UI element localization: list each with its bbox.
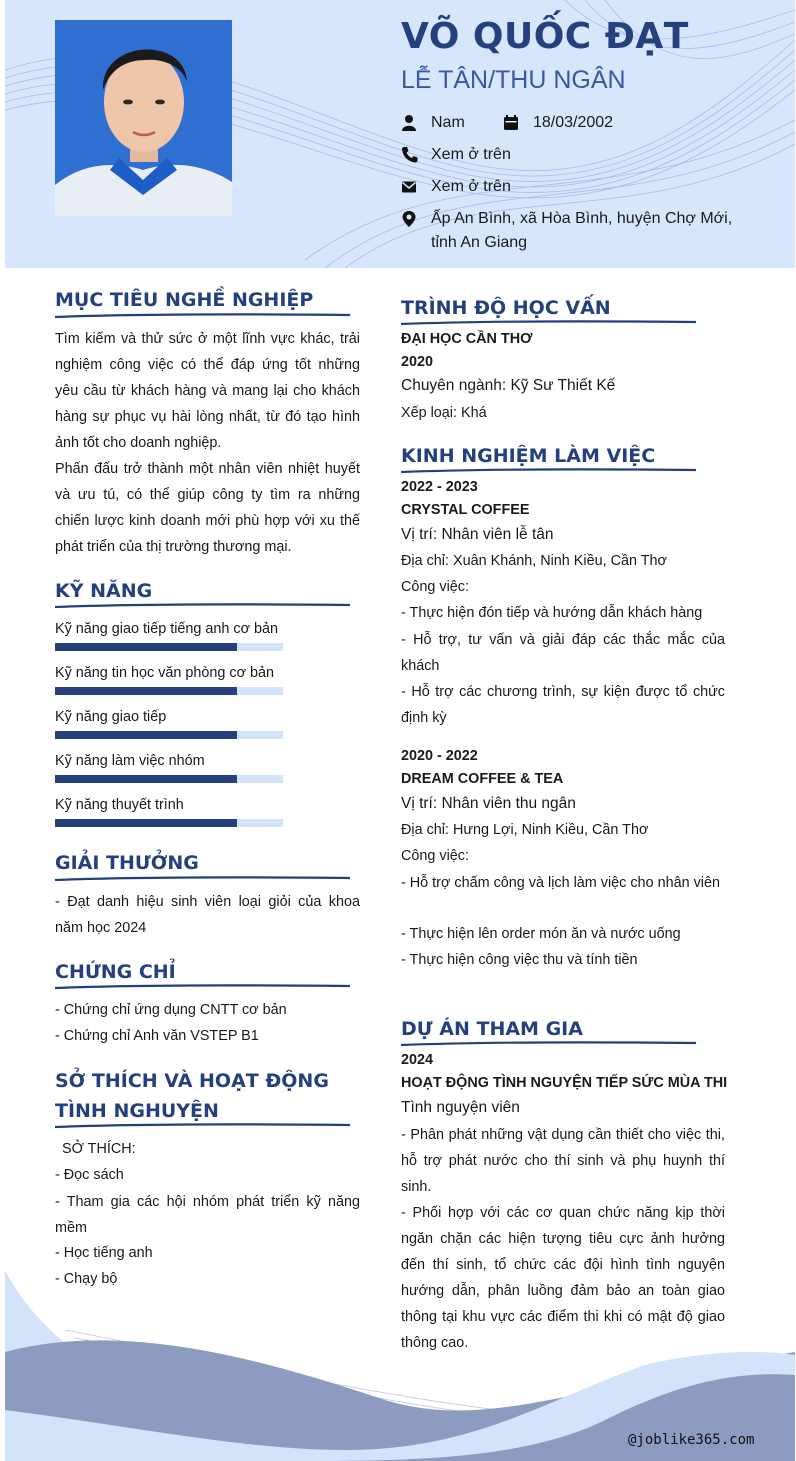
job-position: Vị trí: Nhân viên lễ tân [401,526,554,543]
footer-handle: @joblike365.com [628,1432,755,1448]
project-description-2: - Phối hợp với các cơ quan chức năng kịp thời ngăn chặn các hiện tượng tiêu cực ảnh hưởng đến thí sinh, tổ chức các đội hình tình nguyện hướng dẫn, phân luồng đảm bảo an toàn giao thông tại khu vực các điểm thi khi có mật độ giao thông cao. [401,1205,725,1351]
address-line-2: tỉnh An Giang [431,234,528,251]
birthdate-value: 18/03/2002 [533,114,614,131]
job-company: CRYSTAL COFFEE [401,502,530,518]
job-duty: - Hỗ trợ, tư vấn và giải đáp các thắc mắc của khách [401,632,725,674]
skill-bar [55,643,283,651]
certificates-underline [55,983,350,991]
hobbies-title-line-2: TÌNH NGHUYỆN [55,1100,219,1122]
awards-text: - Đạt danh hiệu sinh viên loại giỏi của khoa năm học 2024 [55,894,360,936]
objective-underline [55,312,350,320]
education-major: Chuyên ngành: Kỹ Sư Thiết Kế [401,377,616,394]
education-year: 2020 [401,354,434,370]
skills-title: KỸ NĂNG [55,580,153,602]
job-duty: - Thực hiện công việc thu và tính tiền [401,952,638,968]
job-position: Vị trí: Nhân viên thu ngân [401,795,576,812]
avatar [55,20,232,216]
hobby-item: - Đọc sách [55,1167,124,1183]
portrait-illustration [55,20,232,216]
job-period: 2020 - 2022 [401,748,478,764]
user-icon [401,114,419,132]
job-address: Địa chỉ: Xuân Khánh, Ninh Kiều, Cần Thơ [401,553,667,569]
projects-title: DỰ ÁN THAM GIA [401,1018,583,1040]
certificate-item: - Chứng chỉ ứng dụng CNTT cơ bản [55,1002,287,1018]
job-address: Địa chỉ: Hưng Lợi, Ninh Kiều, Cần Thơ [401,822,649,838]
skill-bar [55,687,283,695]
awards-title: GIẢI THƯỞNG [55,852,199,874]
skill-bar [55,731,283,739]
objective-paragraph-1: Tìm kiếm và thử sức ở một lĩnh vực khác, trải nghiệm công việc có thể đáp ứng tốt những yêu cầu từ khách hàng và mang lại cho khách hàng sự phục vụ hài lòng nhất, từ đó tạo hình ảnh tốt cho doanh nghiệp. [55,331,360,451]
phone-icon [401,146,419,164]
job-duty: - Hỗ trợ các chương trình, sự kiện được tổ chức định kỳ [401,684,725,726]
skill-label: Kỹ năng giao tiếp tiếng anh cơ bản [55,621,279,637]
hobbies-title-line-1: SỞ THÍCH VÀ HOẠT ĐỘNG [55,1070,329,1092]
phone-value: Xem ở trên [431,146,511,163]
skill-bar [55,775,283,783]
envelope-icon [401,178,419,196]
job-duties-label: Công việc: [401,848,469,864]
job-duties-label: Công việc: [401,579,469,595]
awards-underline [55,875,350,883]
job-company: DREAM COFFEE & TEA [401,771,564,787]
candidate-name: VÕ QUỐC ĐẠT [401,16,689,57]
skill-bar-fill [55,687,237,695]
project-year: 2024 [401,1052,434,1068]
skill-bar-fill [55,819,237,827]
hobbies-underline [55,1122,350,1130]
map-pin-icon [401,210,419,228]
address-line-1: Ấp An Bình, xã Hòa Bình, huyện Chợ Mới, [431,210,733,227]
education-rank: Xếp loại: Khá [401,405,487,421]
objective-title: MỤC TIÊU NGHỀ NGHIỆP [55,289,314,311]
job-title: LỄ TÂN/THU NGÂN [401,66,626,94]
hobbies-heading: SỞ THÍCH: [62,1141,136,1157]
certificates-title: CHỨNG CHỈ [55,961,176,983]
education-title: TRÌNH ĐỘ HỌC VẤN [401,297,611,319]
skill-label: Kỹ năng làm việc nhóm [55,753,205,769]
email-value: Xem ở trên [431,178,511,195]
cv-page [5,0,795,1461]
skill-bar-fill [55,775,237,783]
gender-value: Nam [431,114,465,131]
certificate-item: - Chứng chỉ Anh văn VSTEP B1 [55,1028,259,1044]
skill-bar-fill [55,643,237,651]
skills-underline [55,602,350,610]
hobby-item: - Học tiếng anh [55,1245,153,1261]
job-duty: - Thực hiện lên order món ăn và nước uống [401,926,681,942]
project-description-1: - Phân phát những vật dụng cần thiết cho việc thi, hỗ trợ phát nước cho thí sinh và phụ huynh thí sinh. [401,1127,725,1195]
project-role: Tình nguyện viên [401,1099,520,1116]
experience-underline [401,467,696,475]
skill-bar [55,819,283,827]
skill-label: Kỹ năng giao tiếp [55,709,167,725]
education-school: ĐẠI HỌC CẦN THƠ [401,331,533,347]
job-duty: - Thực hiện đón tiếp và hướng dẫn khách hàng [401,605,703,621]
hobby-item: - Tham gia các hội nhóm phát triển kỹ năng mềm [55,1194,360,1236]
calendar-icon [503,114,521,132]
skill-label: Kỹ năng thuyết trình [55,797,184,813]
skill-label: Kỹ năng tin học văn phòng cơ bản [55,665,275,681]
projects-underline [401,1040,696,1048]
hobby-item: - Chạy bộ [55,1271,118,1287]
job-duty: - Hỗ trợ chấm công và lịch làm việc cho nhân viên [401,875,720,891]
education-underline [401,319,696,327]
project-name: HOẠT ĐỘNG TÌNH NGUYỆN TIẾP SỨC MÙA THI [401,1075,728,1091]
experience-title: KINH NGHIỆM LÀM VIỆC [401,445,656,467]
job-period: 2022 - 2023 [401,479,478,495]
skill-bar-fill [55,731,237,739]
objective-paragraph-2: Phấn đấu trở thành một nhân viên nhiệt huyết và ưu tú, có thể giúp công ty tìm ra những chiến lược kinh doanh mới phù hợp với xu thế phát triển của thị trường thương mại. [55,461,360,555]
